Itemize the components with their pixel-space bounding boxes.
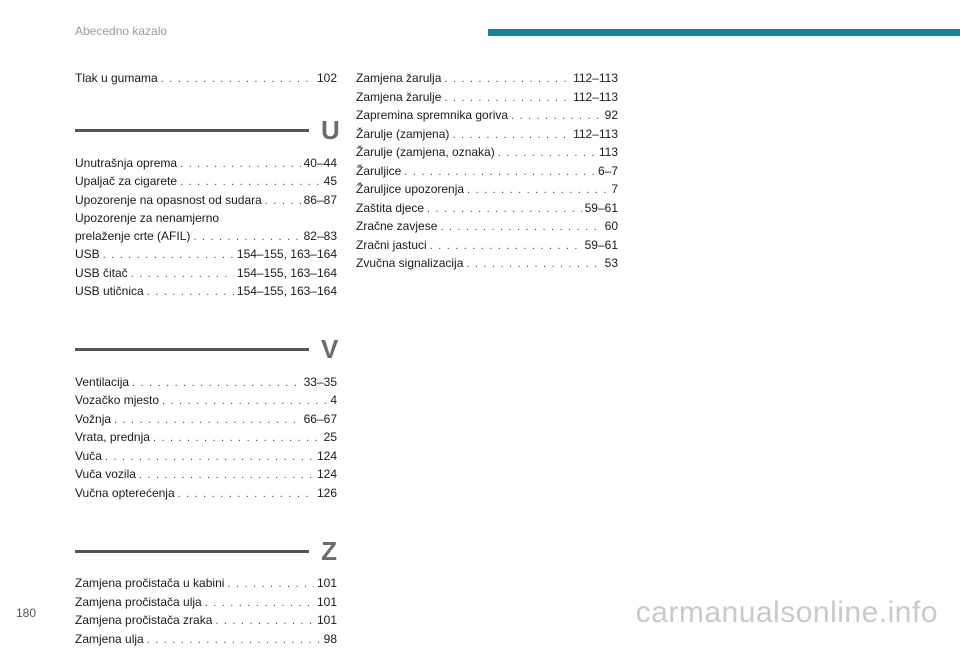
index-entry: [356, 181, 618, 200]
entry-label: Zamjena pročistača u kabini: [75, 575, 224, 593]
index-entry: [356, 107, 618, 126]
entry-page: 4: [330, 392, 337, 410]
leader-dots: [131, 266, 234, 284]
entry-page: 6–7: [598, 163, 618, 181]
section-header-u: [75, 113, 337, 149]
leader-dots: [444, 71, 570, 89]
leader-dots: [265, 193, 301, 211]
entry-page: 86–87: [304, 192, 337, 210]
index-entry: [75, 594, 337, 613]
entry-label: USB utičnica: [75, 283, 144, 301]
leader-dots: [180, 174, 321, 192]
section-header-v: [75, 332, 337, 368]
section-rule: [75, 129, 309, 132]
entry-page: 112–113: [573, 126, 618, 144]
entry-label: Vožnja: [75, 411, 111, 429]
entry-label: Vozačko mjesto: [75, 392, 159, 410]
index-entry: [75, 374, 337, 393]
index-entry: [75, 283, 337, 302]
index-entry: [75, 485, 337, 504]
entry-page: 40–44: [304, 155, 337, 173]
entry-page: 112–113: [573, 89, 618, 107]
index-entry: [75, 612, 337, 631]
entry-page: 112–113: [573, 70, 618, 88]
index-entry: [356, 200, 618, 219]
leader-dots: [180, 156, 301, 174]
leader-dots: [103, 247, 234, 265]
index-entry: [75, 246, 337, 265]
leader-dots: [498, 145, 596, 163]
index-entry: [356, 163, 618, 182]
index-column-right: [356, 70, 618, 274]
index-entry: [75, 392, 337, 411]
section-rule: [75, 348, 309, 351]
leader-dots: [105, 449, 314, 467]
entry-label: Upaljač za cigarete: [75, 173, 177, 191]
section-letter: U: [321, 115, 337, 146]
entry-label: Upozorenje na opasnost od sudara: [75, 192, 262, 210]
leader-dots: [114, 412, 301, 430]
entry-label: Žaruljice: [356, 163, 401, 181]
leader-dots: [161, 71, 314, 89]
entry-page: 25: [324, 429, 337, 447]
index-entry: [75, 192, 337, 211]
entry-page: 53: [605, 255, 618, 273]
section-rule: [75, 550, 309, 553]
entry-page: 45: [324, 173, 337, 191]
entry-page: 102: [317, 70, 337, 88]
index-entry: [75, 466, 337, 485]
entry-page: 98: [324, 631, 337, 649]
entry-page: 66–67: [304, 411, 337, 429]
entry-label: Unutrašnja oprema: [75, 155, 177, 173]
entry-label: Zamjena žarulje: [356, 89, 441, 107]
header-title: Abecedno kazalo: [75, 24, 167, 38]
entry-label: Vuča: [75, 448, 102, 466]
leader-dots: [193, 229, 300, 247]
index-entry: [75, 228, 337, 247]
leader-dots: [153, 430, 321, 448]
watermark-text: carmanualsonline.info: [636, 596, 938, 630]
entry-page: 60: [605, 218, 618, 236]
entry-label: USB čitač: [75, 265, 128, 283]
entry-page: 113: [599, 144, 618, 162]
entry-page: 154–155, 163–164: [237, 265, 337, 283]
leader-dots: [227, 576, 314, 594]
entry-page: 154–155, 163–164: [237, 283, 337, 301]
entry-label: Vučna opterećenja: [75, 485, 175, 503]
entry-page: 101: [317, 575, 337, 593]
entry-label: Zvučna signalizacija: [356, 255, 463, 273]
index-entry: [356, 126, 618, 145]
entry-page: 154–155, 163–164: [237, 246, 337, 264]
entry-label: Zamjena pročistača ulja: [75, 594, 202, 612]
entry-label: prelaženje crte (AFIL): [75, 228, 190, 246]
index-entry-continued: Upozorenje za nenamjerno: [75, 210, 337, 228]
section-header-z: [75, 533, 337, 569]
index-entry: [75, 155, 337, 174]
entry-page: 124: [317, 466, 337, 484]
index-entry: [356, 89, 618, 108]
leader-dots: [162, 393, 327, 411]
entry-page: 59–61: [585, 237, 618, 255]
entry-label: Žarulje (zamjena): [356, 126, 449, 144]
header-accent-bar: [488, 29, 960, 36]
leader-dots: [511, 108, 602, 126]
leader-dots: [427, 201, 582, 219]
index-entry: [356, 70, 618, 89]
leader-dots: [444, 90, 570, 108]
leader-dots: [440, 219, 601, 237]
entry-page: 101: [317, 594, 337, 612]
leader-dots: [147, 284, 234, 302]
leader-dots: [205, 595, 314, 613]
section-letter: V: [321, 334, 337, 365]
entry-page: 33–35: [304, 374, 337, 392]
leader-dots: [215, 613, 314, 631]
leader-dots: [466, 256, 601, 274]
index-entry: [75, 411, 337, 430]
entry-page: 124: [317, 448, 337, 466]
leader-dots: [467, 182, 608, 200]
index-entry: [75, 429, 337, 448]
index-column-left: [75, 70, 337, 649]
entry-label: Tlak u gumama: [75, 70, 158, 88]
index-entry: [356, 144, 618, 163]
entry-label: Zračni jastuci: [356, 237, 427, 255]
leader-dots: [404, 164, 595, 182]
leader-dots: [430, 238, 582, 256]
entry-label: Žaruljice upozorenja: [356, 181, 464, 199]
entry-page: 59–61: [585, 200, 618, 218]
index-entry: [356, 237, 618, 256]
index-entry: [356, 218, 618, 237]
section-letter: Z: [321, 536, 337, 567]
entry-page: 7: [611, 181, 618, 199]
leader-dots: [147, 632, 321, 649]
leader-dots: [178, 486, 314, 504]
entry-label: Vuča vozila: [75, 466, 136, 484]
index-entry: [75, 448, 337, 467]
index-entry: [75, 173, 337, 192]
entry-label: Zapremina spremnika goriva: [356, 107, 508, 125]
entry-label: Žarulje (zamjena, oznaka): [356, 144, 495, 162]
page-number: 180: [16, 606, 36, 620]
leader-dots: [452, 127, 570, 145]
index-entry: [356, 255, 618, 274]
entry-label: USB: [75, 246, 100, 264]
entry-page: 126: [317, 485, 337, 503]
entry-label: Zamjena žarulja: [356, 70, 441, 88]
entry-page: 101: [317, 612, 337, 630]
index-entry: [75, 575, 337, 594]
leader-dots: [139, 467, 314, 485]
index-entry: [75, 70, 337, 89]
entry-label: Zaštita djece: [356, 200, 424, 218]
entry-label: Zamjena pročistača zraka: [75, 612, 212, 630]
entry-page: 92: [605, 107, 618, 125]
index-entry: [75, 265, 337, 284]
entry-page: 82–83: [304, 228, 337, 246]
entry-label: Vrata, prednja: [75, 429, 150, 447]
entry-label: Ventilacija: [75, 374, 129, 392]
entry-label: Zamjena ulja: [75, 631, 144, 649]
leader-dots: [132, 375, 301, 393]
entry-label: Zračne zavjese: [356, 218, 437, 236]
